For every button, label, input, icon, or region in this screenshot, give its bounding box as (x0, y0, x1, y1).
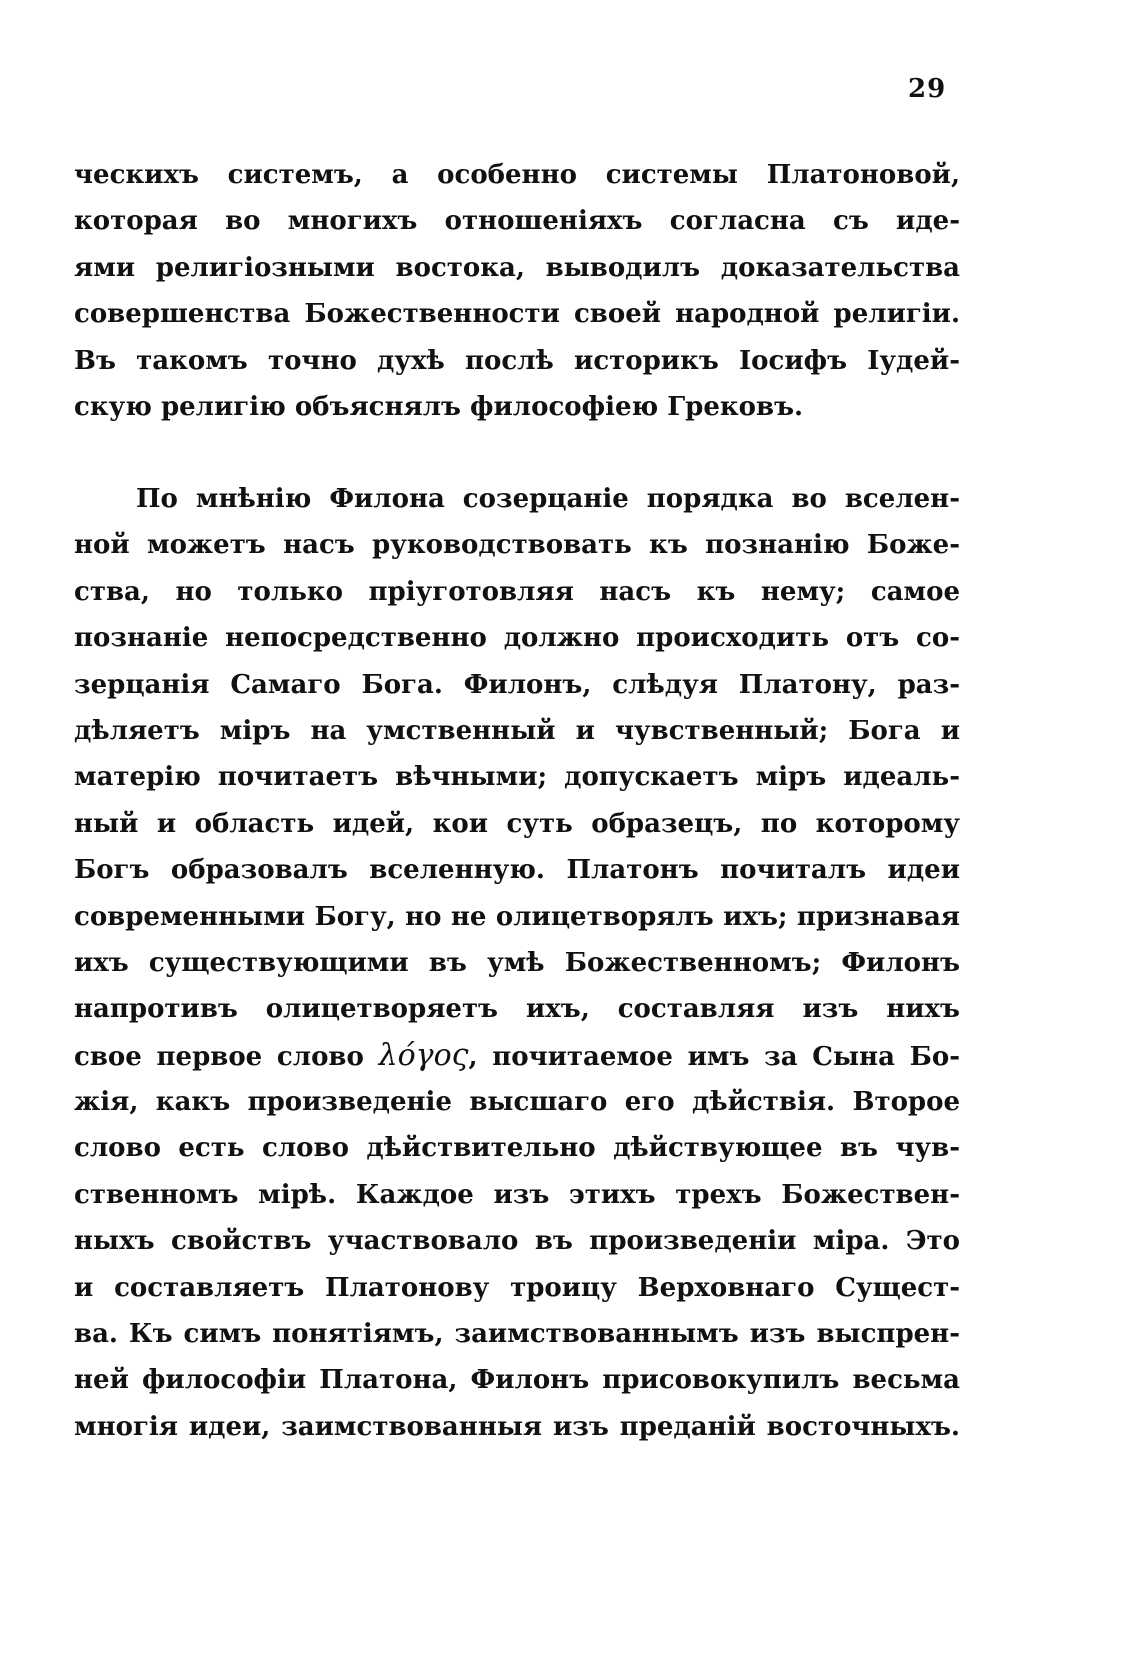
text-line: ческихъ системъ, а особенно системы Платоновой, (74, 160, 960, 190)
text-line: ями религіозными востока, выводилъ доказательства (74, 252, 960, 283)
text-line: напротивъ олицетворяетъ ихъ, составляя изъ нихъ (74, 994, 960, 1025)
text-line: ственномъ мірѣ. Каждое изъ этихъ трехъ Божествен- (74, 1179, 960, 1210)
page-number: 29 (908, 74, 947, 104)
text-line: совершенства Божественности своей народной религіи. (74, 299, 960, 330)
text-line: ныхъ свойствъ участвовало въ произведеніи міра. Это (74, 1226, 960, 1257)
text-line: слово есть слово дѣйствительно дѣйствующее въ чув- (74, 1133, 960, 1164)
text-line: которая во многихъ отношеніяхъ согласна съ иде- (74, 206, 960, 237)
text-line: ва. Къ симъ понятіямъ, заимствованнымъ изъ выспрен- (74, 1319, 960, 1350)
greek-word: λόγος (378, 1037, 469, 1073)
text-line: и составляетъ Платонову троицу Верховнаго Сущест- (74, 1272, 960, 1303)
text-line: ства, но только пріуготовляя насъ къ нему; самое (74, 576, 960, 607)
text-line: современными Богу, но не олицетворялъ ихъ; признавая (74, 901, 960, 932)
text-line: ной можетъ насъ руководствовать къ познанію Боже- (74, 530, 960, 561)
text-line: матерію почитаетъ вѣчными; допускаетъ міръ идеаль- (74, 762, 960, 793)
text-segment: свое первое слово (74, 1041, 364, 1072)
text-line: познаніе непосредственно должно происходить отъ со- (74, 623, 960, 654)
text-line-with-greek (74, 1033, 960, 1079)
text-line: ихъ существующими въ умѣ Божественномъ; Филонъ (74, 947, 960, 978)
text-line: зерцанія Самаго Бога. Филонъ, слѣдуя Платону, раз- (74, 669, 960, 700)
text-segment: , почитаемое имъ за Сына Бо- (468, 1041, 961, 1072)
text-line: Богъ образовалъ вселенную. Платонъ почиталъ идеи (74, 855, 960, 886)
text-line: дѣляетъ міръ на умственный и чувственный; Бога и (74, 715, 960, 746)
paragraph-1 (74, 152, 960, 430)
text-line: жія, какъ произведеніе высшаго его дѣйствія. Второе (74, 1087, 960, 1118)
text-line: скую религію объяснялъ философіею Грековъ. (74, 391, 804, 422)
text-line: Въ такомъ точно духѣ послѣ историкъ Іосифъ Іудей- (74, 345, 960, 376)
text-line: ный и область идей, кои суть образецъ, по которому (74, 808, 960, 839)
text-line: По мнѣнію Филона созерцаніе порядка во вселен- (136, 484, 960, 514)
paragraph-2 (74, 476, 960, 1450)
text-line: многія идеи, заимствованныя изъ преданій восточныхъ. (74, 1411, 960, 1442)
text-line: ней философіи Платона, Филонъ присовокупилъ весьма (74, 1365, 960, 1396)
